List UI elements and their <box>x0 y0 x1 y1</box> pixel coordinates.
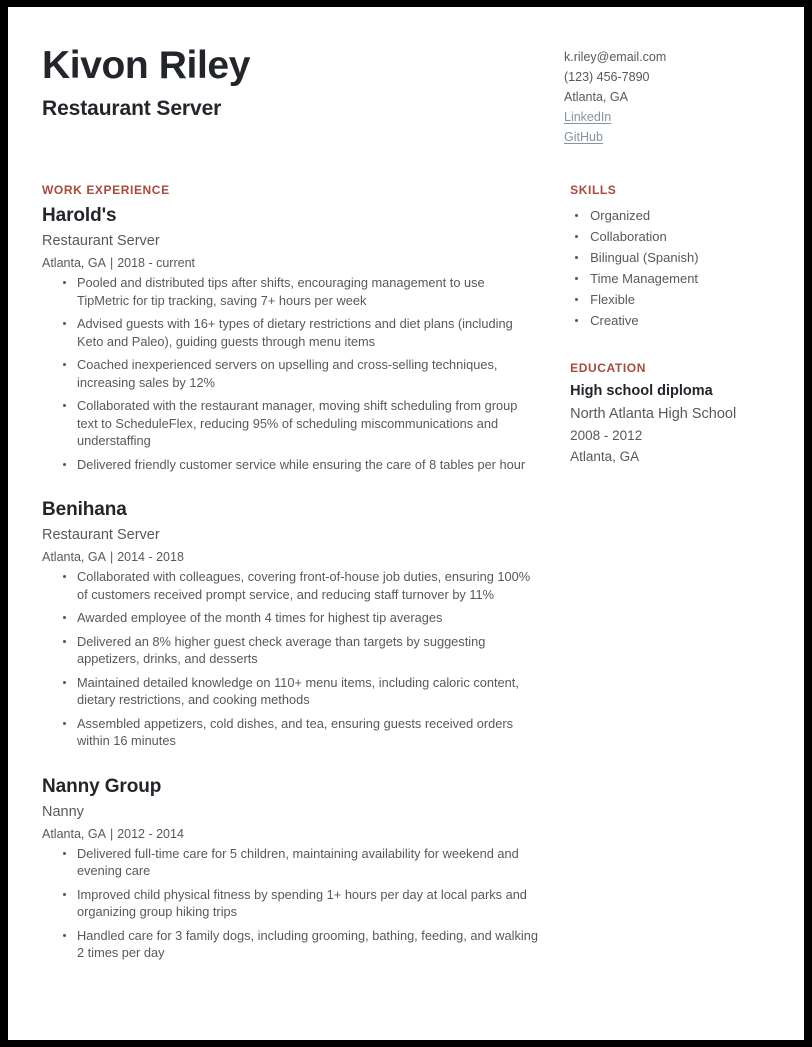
identity-block <box>42 41 250 121</box>
job-bullet: Advised guests with 16+ types of dietary restrictions and diet plans (including Keto and Paleo), guiding guests through menu items <box>60 315 538 350</box>
education-school: North Atlanta High School <box>570 406 737 422</box>
skill-item: Bilingual (Spanish) <box>570 247 790 268</box>
job-entry <box>42 776 538 962</box>
education-location: Atlanta, GA <box>570 449 640 464</box>
job-company: Nanny Group <box>42 775 162 797</box>
work-experience-heading: WORK EXPERIENCE <box>42 183 170 197</box>
main-column <box>42 183 538 962</box>
job-bullet: Delivered an 8% higher guest check average than targets by suggesting appetizers, drinks, and desserts <box>60 633 538 668</box>
job-entry <box>42 205 538 473</box>
education-degree: High school diploma <box>570 383 713 399</box>
job-location: Atlanta, GA <box>42 256 106 270</box>
job-meta <box>42 550 538 564</box>
job-location: Atlanta, GA <box>42 826 106 841</box>
job-bullet: Pooled and distributed tips after shifts, encouraging management to use TipMetric for tip tracking, saving 7+ hours per week <box>60 274 538 309</box>
job-location: Atlanta, GA <box>42 550 106 564</box>
education-section <box>570 361 790 467</box>
skill-item: Organized <box>570 205 790 226</box>
job-meta <box>42 256 538 270</box>
skills-heading: SKILLS <box>570 183 617 197</box>
github-link[interactable]: GitHub <box>564 130 603 144</box>
contact-phone: (123) 456-7890 <box>564 70 650 84</box>
job-bullet: Delivered friendly customer service while ensuring the care of 8 tables per hour <box>60 456 538 474</box>
job-bullet: Maintained detailed knowledge on 110+ menu items, including caloric content, dietary restrictions, and cooking methods <box>60 674 538 709</box>
skills-section <box>570 183 790 331</box>
resume-page <box>8 7 804 1040</box>
education-heading: EDUCATION <box>570 361 646 375</box>
job-dates: 2014 - 2018 <box>117 550 184 564</box>
candidate-title: Restaurant Server <box>42 97 222 121</box>
job-bullet: Assembled appetizers, cold dishes, and tea, ensuring guests received orders within 16 minutes <box>60 715 538 750</box>
skill-item: Flexible <box>570 289 790 310</box>
job-meta-separator: | <box>109 256 114 270</box>
job-bullet: Collaborated with the restaurant manager, moving shift scheduling from group text to ScheduleFlex, reducing 95% of scheduling miscommunications and understaffing <box>60 397 538 450</box>
contact-email: k.riley@email.com <box>564 50 667 64</box>
job-bullet: Collaborated with colleagues, covering front-of-house job duties, ensuring 100% of customers received prompt service, and reducing staff turnover by 11% <box>60 568 538 603</box>
education-dates: 2008 - 2012 <box>570 428 643 443</box>
job-meta-separator: | <box>109 550 114 564</box>
job-bullet: Coached inexperienced servers on upselling and cross-selling techniques, increasing sales by 12% <box>60 356 538 391</box>
job-role: Restaurant Server <box>42 527 160 543</box>
job-role: Nanny <box>42 803 84 820</box>
job-bullet: Delivered full-time care for 5 children, maintaining availability for weekend and evening care <box>60 845 538 880</box>
skill-item: Collaboration <box>570 226 790 247</box>
job-bullet: Awarded employee of the month 4 times for highest tip averages <box>60 609 538 627</box>
job-dates: 2012 - 2014 <box>117 826 184 841</box>
job-company: Benihana <box>42 499 127 520</box>
linkedin-link[interactable]: LinkedIn <box>564 110 612 124</box>
candidate-name: Kivon Riley <box>42 44 250 87</box>
job-meta <box>42 827 538 841</box>
sidebar-column <box>570 183 790 497</box>
job-bullet-list <box>42 274 538 473</box>
job-meta-separator: | <box>109 826 114 841</box>
job-role: Restaurant Server <box>42 233 160 249</box>
skill-item: Time Management <box>570 268 790 289</box>
job-bullet-list <box>42 568 538 750</box>
skills-list <box>570 205 790 331</box>
contact-block <box>564 41 790 147</box>
resume-header <box>42 41 790 147</box>
job-company: Harold's <box>42 205 117 226</box>
job-bullet-list <box>42 845 538 962</box>
job-bullet: Improved child physical fitness by spending 1+ hours per day at local parks and organizing group hiking trips <box>60 886 538 921</box>
skill-item: Creative <box>570 310 790 331</box>
job-entry <box>42 499 538 750</box>
job-bullet: Handled care for 3 family dogs, including grooming, bathing, feeding, and walking 2 times per day <box>60 927 538 962</box>
job-dates: 2018 - current <box>117 256 196 270</box>
contact-location: Atlanta, GA <box>564 90 628 104</box>
